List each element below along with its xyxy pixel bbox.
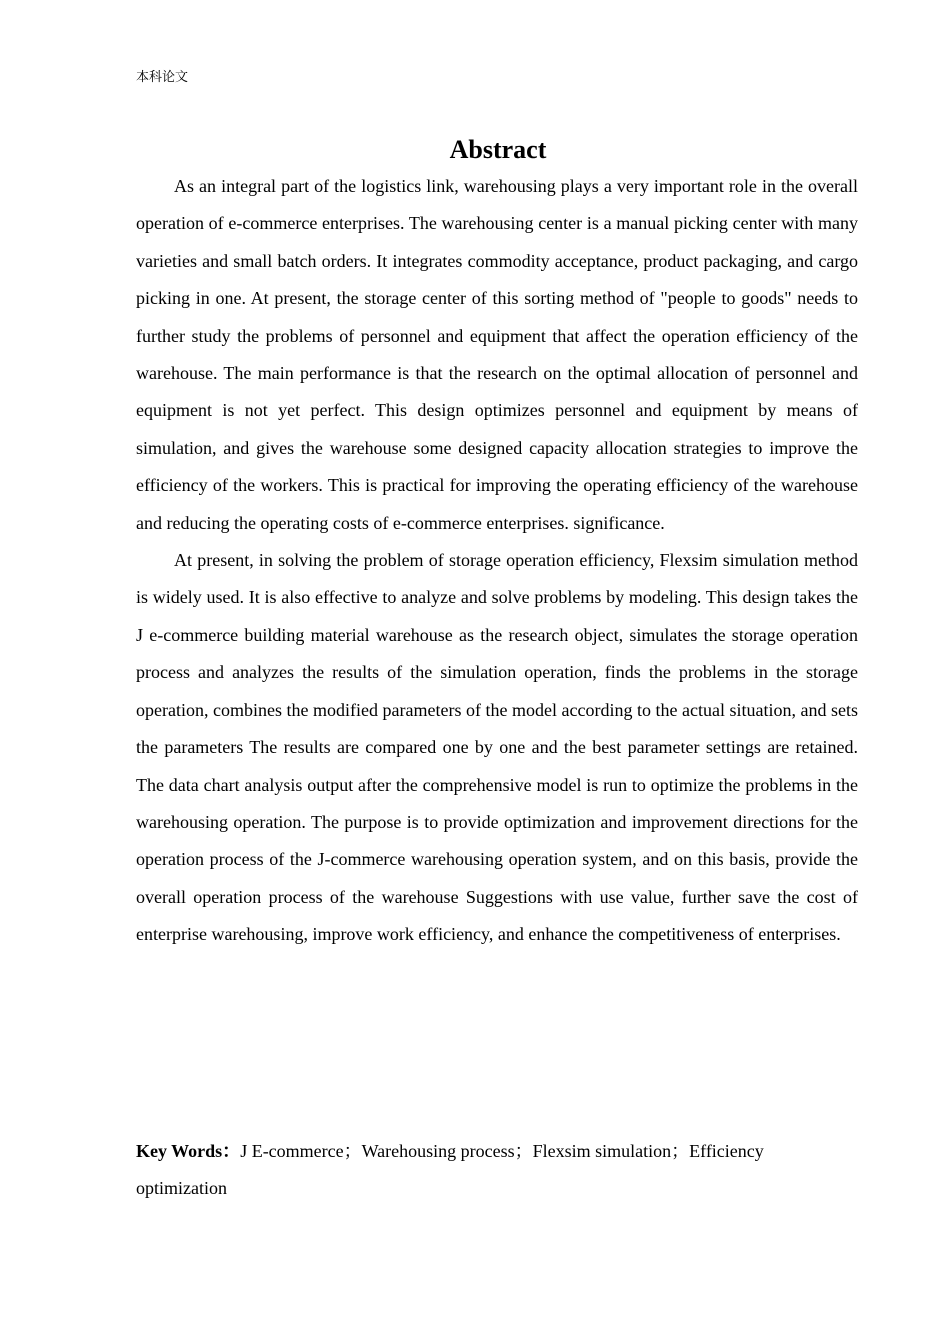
abstract-paragraph: At present, in solving the problem of storage operation efficiency, Flexsim simulation method is widely used. It is also effective to analyze and solve problems by modeling. This design takes the J e-commerce building material warehouse as the research object, simulates the storage operation process and analyzes the results of the simulation operation, finds the problems in the storage operation, combines the modified parameters of the model according to the actual situation, and sets the parameters The results are compared one by one and the best parameter settings are retained. The data chart analysis output after the comprehensive model is run to optimize the problems in the warehousing operation. The purpose is to provide optimization and improvement directions for the operation process of the J-commerce warehousing operation system, and on this basis, provide the overall operation process of the warehouse Suggestions with use value, further save the cost of enterprise warehousing, improve work efficiency, and enhance the competitiveness of enterprises. [136,550,858,945]
abstract-paragraph: As an integral part of the logistics link, warehousing plays a very important role in the overall operation of e-commerce enterprises. The warehousing center is a manual picking center with many varieties and small batch orders. It integrates commodity acceptance, product packaging, and cargo picking in one. At present, the storage center of this sorting method of "people to goods" needs to further study the problems of personnel and equipment that affect the operation efficiency of the warehouse. The main performance is that the research on the optimal allocation of personnel and equipment is not yet perfect. This design optimizes personnel and equipment by means of simulation, and gives the warehouse some designed capacity allocation strategies to improve the efficiency of the workers. This is practical for improving the operating efficiency of the warehouse and reducing the operating costs of e-commerce enterprises. significance. [136,176,858,533]
keywords-line [136,1133,858,1207]
abstract-body [136,168,858,954]
abstract-title: Abstract [449,135,547,164]
keywords-text: J E-commerce；Warehousing process；Flexsim simulation；Efficiency optimization [136,1141,764,1198]
keywords-label: Key Words： [136,1141,241,1161]
running-header: 本科论文 [136,70,189,85]
